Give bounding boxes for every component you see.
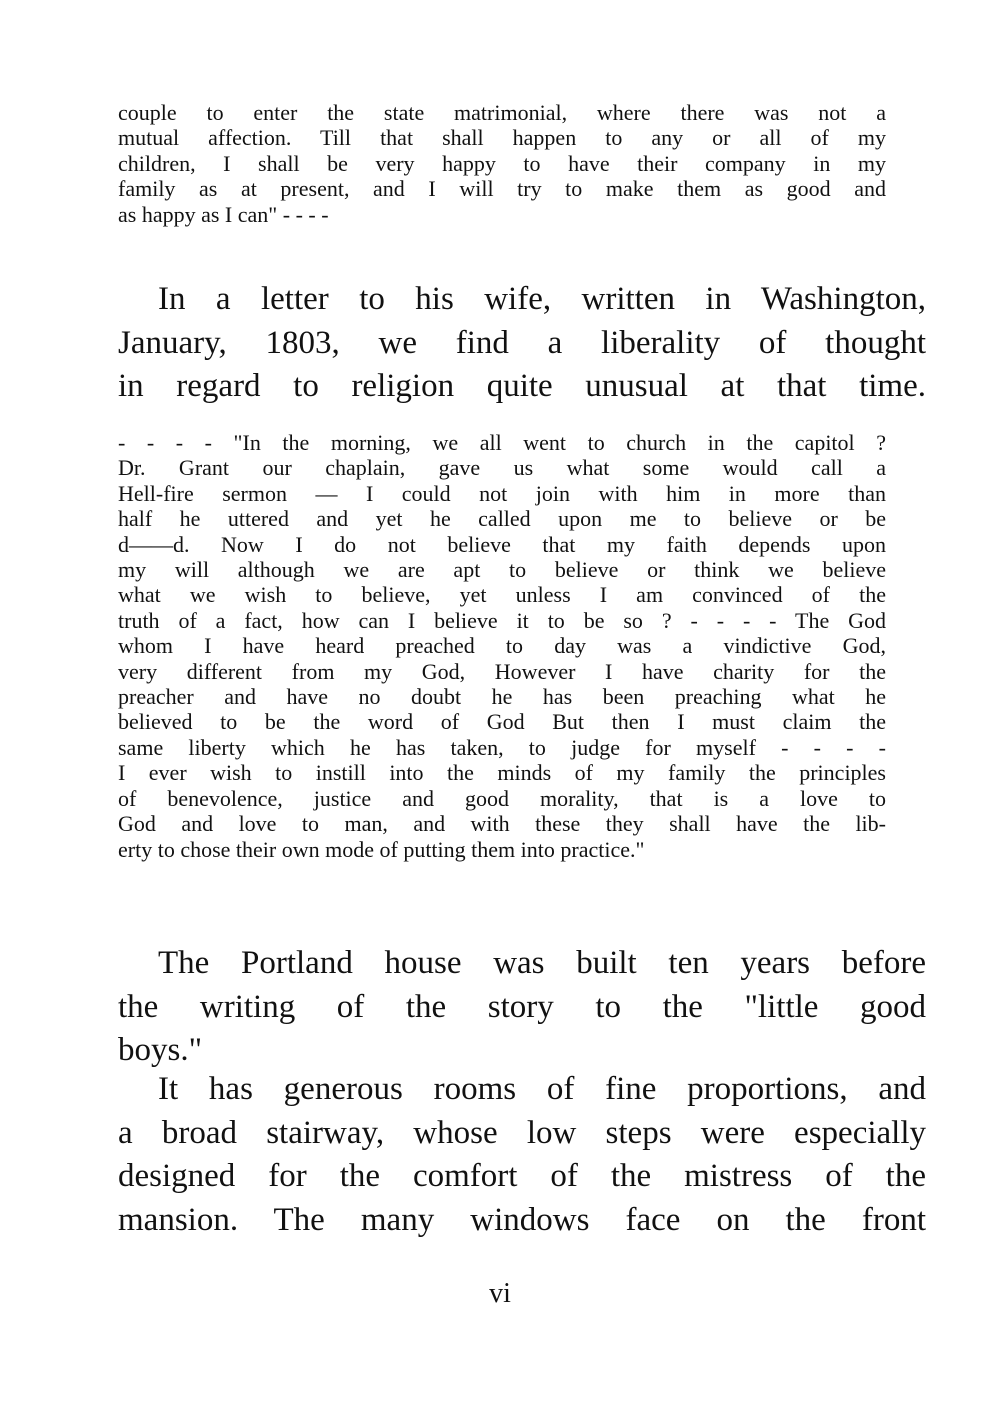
text-line: designed for the comfort of the mistress of the: [118, 1158, 926, 1194]
text-line: d——d. Now I do not believe that my faith depends upon: [118, 531, 886, 557]
text-line: family as at present, and I will try to make them as good and: [118, 176, 886, 202]
text-line: same liberty which he has taken, to judge for myself - - - -: [118, 734, 886, 760]
text-line: In a letter to his wife, written in Washington,: [158, 281, 926, 317]
text-line: the writing of the story to the "little good: [118, 988, 926, 1025]
text-line: my will although we are apt to believe or think we believe: [118, 557, 886, 583]
text-line: It has generous rooms of fine proportions, and: [158, 1071, 926, 1107]
text-line: in regard to religion quite unusual at that time.: [118, 368, 926, 404]
paragraph-house: [118, 942, 926, 1073]
text-line: The Portland house was built ten years before: [158, 945, 926, 981]
text-line: truth of a fact, how can I believe it to be so ? - - - - The God: [118, 607, 886, 633]
text-line: mansion. The many windows face on the front: [118, 1201, 926, 1238]
text-line: preacher and have no doubt he has been preaching what he: [118, 684, 886, 710]
text-line: I ever wish to instill into the minds of my family the principles: [118, 760, 886, 786]
text-line: half he uttered and yet he called upon me to believe or be: [118, 506, 886, 532]
page-number: vi: [489, 1278, 511, 1309]
text-line: a broad stairway, whose low steps were especially: [118, 1114, 926, 1151]
paragraph-letter: [118, 278, 926, 409]
text-line: of benevolence, justice and good morality, that is a love to: [118, 785, 886, 811]
text-line: mutual affection. Till that shall happen to any or all of my: [118, 125, 886, 151]
text-line: couple to enter the state matrimonial, where there was not a: [118, 100, 886, 125]
text-line: as happy as I can" - - - -: [118, 201, 329, 227]
text-line: erty to chose their own mode of putting them into practice.": [118, 836, 645, 862]
paragraph-rooms: [118, 1068, 926, 1242]
text-line: - - - - "In the morning, we all went to church in the capitol ?: [118, 430, 886, 455]
text-line: Dr. Grant our chaplain, gave us what some would call a: [118, 455, 886, 481]
quote-letter: [118, 430, 886, 862]
quote-continuation: [118, 100, 886, 227]
text-line: boys.": [118, 1032, 203, 1068]
text-line: believed to be the word of God But then I must claim the: [118, 709, 886, 735]
text-line: January, 1803, we find a liberality of thought: [118, 324, 926, 361]
text-line: whom I have heard preached to day was a vindictive God,: [118, 633, 886, 659]
text-line: children, I shall be very happy to have their company in my: [118, 150, 886, 176]
text-line: what we wish to believe, yet unless I am convinced of the: [118, 582, 886, 608]
text-line: Hell-fire sermon — I could not join with him in more than: [118, 480, 886, 506]
text-line: God and love to man, and with these they shall have the lib-: [118, 811, 886, 837]
text-line: very different from my God, However I have charity for the: [118, 658, 886, 684]
